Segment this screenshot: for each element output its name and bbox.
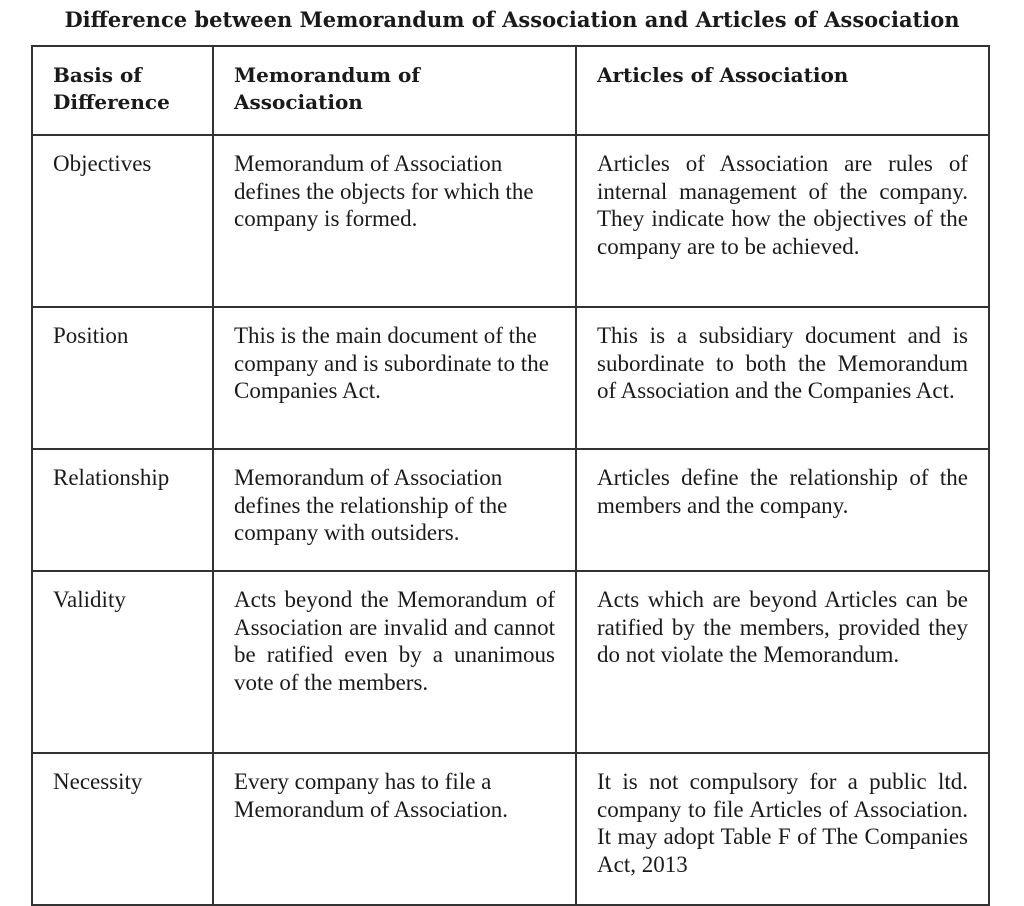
table-row xyxy=(32,571,989,753)
memorandum-cell: Acts beyond the Memorandum of Association are invalid and cannot be ratified even by a unanimous vote of the members. xyxy=(213,571,576,753)
table-row xyxy=(32,449,989,571)
memorandum-cell: Memorandum of Association defines the objects for which the company is formed. xyxy=(213,135,576,307)
table-header-row xyxy=(32,46,989,135)
header-memorandum: Memorandum of Association xyxy=(213,46,576,135)
memorandum-cell: This is the main document of the company and is subordinate to the Companies Act. xyxy=(213,307,576,449)
page-title: Difference between Memorandum of Association and Articles of Association xyxy=(64,7,960,32)
articles-cell: It is not compulsory for a public ltd. company to file Articles of Association. It may adopt Table F of The Companies Act, 2013 xyxy=(576,753,989,905)
table-row xyxy=(32,753,989,905)
basis-cell: Position xyxy=(32,307,213,449)
memorandum-cell: Memorandum of Association defines the relationship of the company with outsiders. xyxy=(213,449,576,571)
basis-cell: Relationship xyxy=(32,449,213,571)
articles-cell: Acts which are beyond Articles can be ratified by the members, provided they do not violate the Memorandum. xyxy=(576,571,989,753)
articles-cell: This is a subsidiary document and is subordinate to both the Memorandum of Association and the Companies Act. xyxy=(576,307,989,449)
articles-cell: Articles of Association are rules of internal management of the company. They indicate how the objectives of the company are to be achieved. xyxy=(576,135,989,307)
articles-cell: Articles define the relationship of the members and the company. xyxy=(576,449,989,571)
table-row xyxy=(32,135,989,307)
memorandum-cell: Every company has to file a Memorandum of Association. xyxy=(213,753,576,905)
header-articles: Articles of Association xyxy=(576,46,989,135)
basis-cell: Objectives xyxy=(32,135,213,307)
comparison-table xyxy=(31,45,990,906)
table-row xyxy=(32,307,989,449)
header-basis: Basis of Difference xyxy=(32,46,213,135)
basis-cell: Validity xyxy=(32,571,213,753)
basis-cell: Necessity xyxy=(32,753,213,905)
